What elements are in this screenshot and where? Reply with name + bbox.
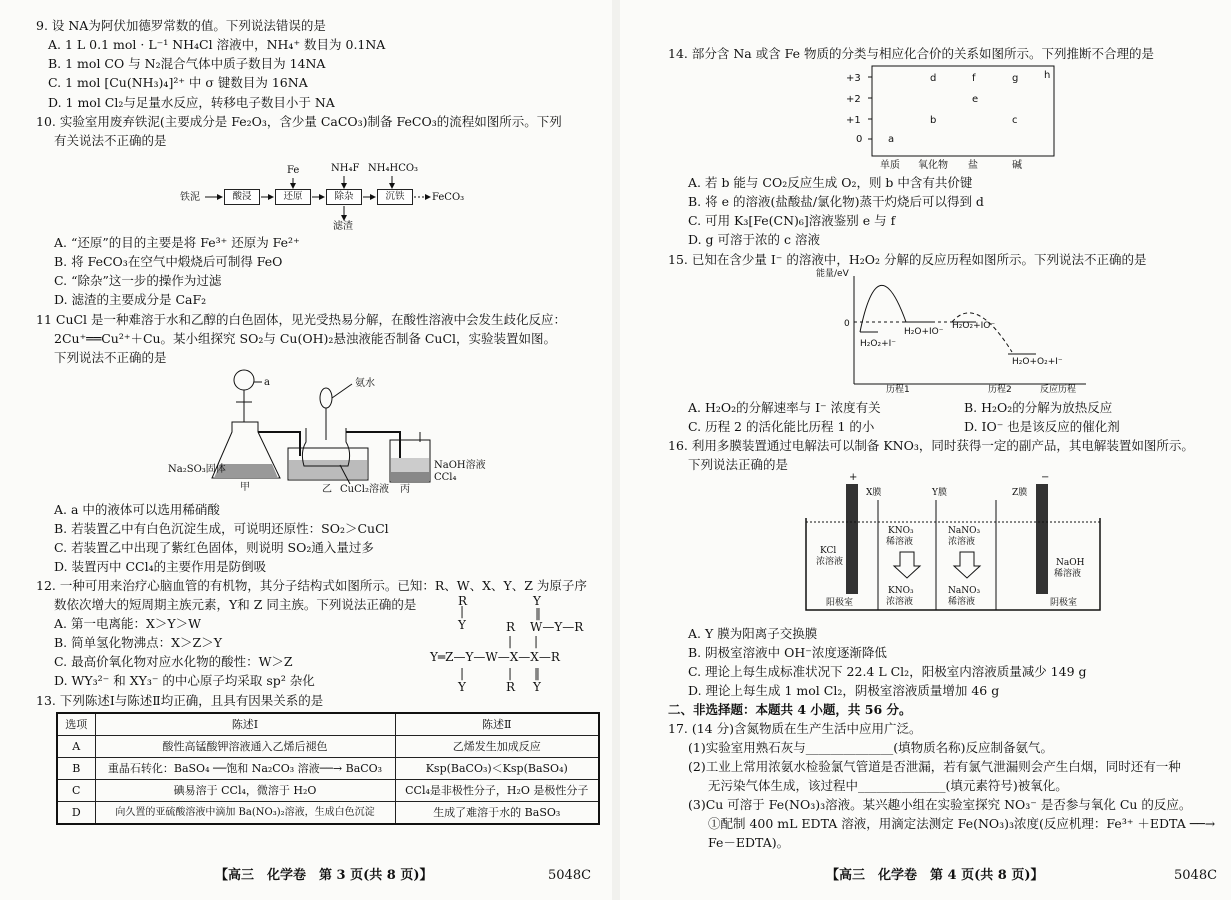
q17-part-2: (2)工业上常用浓氨水检验氯气管道是否泄漏，若有氯气泄漏则会产生白烟，同时还有一种 <box>688 759 1181 774</box>
q9-option-c: C. 1 mol [Cu(NH₃)₄]²⁺ 中 σ 键数目为 16NA <box>48 75 308 90</box>
species-4: H₂O+O₂+I⁻ <box>1012 357 1063 367</box>
flow-step-reduce: 还原 <box>275 189 311 205</box>
reagent-nh4hco3: NH₄HCO₃ <box>368 163 419 174</box>
nano3-bottom: NaNO₃ <box>948 586 981 596</box>
table-row <box>57 802 599 825</box>
table-row <box>57 736 599 758</box>
flow-start: 铁泥 <box>180 192 200 203</box>
species-1: H₂O₂+I⁻ <box>860 339 897 349</box>
q16-option-a: A. Y 膜为阳离子交换膜 <box>688 626 818 641</box>
cell: 乙烯发生加成反应 <box>395 736 599 758</box>
q16-option-b: B. 阴极室溶液中 OH⁻浓度逐渐降低 <box>688 645 887 660</box>
q16-stem-cont: 下列说法正确的是 <box>688 457 789 472</box>
kcl-conc: 浓溶液 <box>816 557 844 567</box>
point-c: c <box>1012 115 1018 126</box>
q10-option-a: A. “还原”的目的主要是将 Fe³⁺ 还原为 Fe²⁺ <box>54 235 300 250</box>
flow-arrows <box>0 0 616 240</box>
atom-y: Y <box>458 618 466 632</box>
point-g: g <box>1012 73 1019 84</box>
nano3-bottom-conc: 稀溶液 <box>948 597 976 607</box>
q12-option-b: B. 简单氢化物沸点：X＞Z＞Y <box>54 635 222 650</box>
point-a: a <box>888 134 895 145</box>
q17-part-1: (1)实验室用熟石灰与______________(填物质名称)反应制备氨气。 <box>688 740 1053 755</box>
anode-room: 阳极室 <box>826 598 854 608</box>
section-2-heading: 二、非选择题：本题共 4 小题，共 56 分。 <box>668 702 912 717</box>
cell: C <box>57 780 95 802</box>
cell: 向久置的亚硫酸溶液中滴加 Ba(NO₃)₂溶液，生成白色沉淀 <box>95 802 395 825</box>
q12-structure: R | Y Y ‖ R W—Y—R | | Y═Z—Y—W—X—X—R | | ‖ Y R Y <box>430 592 600 697</box>
reagent-nh4f: NH₄F <box>331 163 360 174</box>
point-f: f <box>972 73 976 84</box>
cell: D <box>57 802 95 825</box>
q17-stem: 17. (14 分)含氮物质在生产生活中应用广泛。 <box>668 721 922 736</box>
q11-label-yi: 乙 <box>322 484 332 495</box>
header-statement-2: 陈述Ⅱ <box>395 713 599 736</box>
q10-stem: 10. 实验室用废弃铁泥(主要成分是 Fe₂O₃，含少量 CaCO₃)制备 FeCO₃的流程如图所示。下列 <box>36 114 562 129</box>
q17-part-3-sub1: ①配制 400 mL EDTA 溶液，用滴定法测定 Fe(NO₃)₃浓度(反应机理：Fe³⁺ ＋EDTA ──→ <box>708 816 1216 831</box>
cell: B <box>57 758 95 780</box>
q11-label-ccl4: CCl₄ <box>434 472 457 483</box>
ytick: +1 <box>846 115 861 126</box>
table-header-row <box>57 713 599 736</box>
q11-label-a: a <box>264 377 270 388</box>
q12-option-a: A. 第一电离能：X＞Y＞W <box>54 616 201 631</box>
header-statement-1: 陈述Ⅰ <box>95 713 395 736</box>
kno3-top-conc: 稀溶液 <box>886 537 914 547</box>
q11-stem: 11 CuCl 是一种难溶于水和乙醇的白色固体，见光受热易分解，在酸性溶液中会发生歧化反应： <box>36 312 567 327</box>
q11-label-bing: 丙 <box>400 484 410 495</box>
kcl-label: KCl <box>820 546 837 556</box>
flow-step-precipitate: 沉铁 <box>377 189 413 205</box>
cell: 重晶石转化：BaSO₄ ──饱和 Na₂CO₃ 溶液──→ BaCO₃ <box>95 758 395 780</box>
q11-label-cucl2: CuCl₂溶液 <box>340 484 389 495</box>
q10-option-c: C. “除杂”这一步的操作为过滤 <box>54 273 222 288</box>
ylabel: 能量/eV <box>816 269 849 279</box>
q9-option-d: D. 1 mol Cl₂与足量水反应，转移电子数目小于 NA <box>48 95 335 110</box>
q16-option-c: C. 理论上每生成标准状况下 22.4 L Cl₂，阳极室内溶液质量减少 149 g <box>688 664 1087 679</box>
zero-label: 0 <box>844 319 850 329</box>
z-membrane: Z膜 <box>1012 488 1028 498</box>
q15-option-d: D. IO⁻ 也是该反应的催化剂 <box>964 419 1120 434</box>
page-footer: 【高三 化学卷 第 3 页(共 8 页)】 <box>215 868 433 883</box>
q14-valence-chart <box>616 62 1231 172</box>
q14-option-a: A. 若 b 能与 CO₂反应生成 O₂，则 b 中含有共价键 <box>688 175 973 190</box>
q11-option-a: A. a 中的液体可以选用稀硝酸 <box>54 502 220 517</box>
atom-y-bot2: Y <box>533 680 541 694</box>
kno3-bottom-conc: 浓溶液 <box>886 597 914 607</box>
q17-part-2-cont: 无污染气体生成，该过程中______________(填元素符号)被氧化。 <box>708 778 1068 793</box>
naoh-label: NaOH <box>1056 558 1085 568</box>
q17-part-3: (3)Cu 可溶于 Fe(NO₃)₃溶液。某兴趣小组在实验室探究 NO₃⁻ 是否参与氧化 Cu 的反应。 <box>688 797 1192 812</box>
cell: CCl₄是非极性分子，H₂O 是极性分子 <box>395 780 599 802</box>
point-b: b <box>930 115 937 126</box>
q11-option-d: D. 装置丙中 CCl₄的主要作用是防倒吸 <box>54 559 267 574</box>
q11-label-naoh: NaOH溶液 <box>434 460 486 471</box>
step-2: 历程2 <box>988 385 1012 394</box>
species-3: H₂O₂+IO⁻ <box>952 321 996 331</box>
q15-option-a: A. H₂O₂的分解速率与 I⁻ 浓度有关 <box>688 400 881 415</box>
q11-stem-cont: 下列说法不正确的是 <box>54 350 167 365</box>
q15-option-c: C. 历程 2 的活化能比历程 1 的小 <box>688 419 875 434</box>
q15-energy-diagram <box>616 264 1231 394</box>
xcat: 盐 <box>968 160 978 171</box>
point-e: e <box>972 94 979 105</box>
q14-option-d: D. g 可溶于浓的 c 溶液 <box>688 232 820 247</box>
paper-code: 5048C <box>548 868 592 883</box>
ytick: +3 <box>846 73 861 84</box>
table-row <box>57 758 599 780</box>
kno3-top: KNO₃ <box>888 526 914 536</box>
flow-step-purify: 除杂 <box>326 189 362 205</box>
q12-option-c: C. 最高价氧化物对应水化物的酸性：W＞Z <box>54 654 293 669</box>
cell: 碘易溶于 CCl₄，微溶于 H₂O <box>95 780 395 802</box>
q10-option-b: B. 将 FeCO₃在空气中煅烧后可制得 FeO <box>54 254 283 269</box>
ytick: +2 <box>846 94 861 105</box>
q15-stem: 15. 已知在含少量 I⁻ 的溶液中，H₂O₂ 分解的反应历程如图所示。下列说法不正确的是 <box>668 252 1147 267</box>
nano3-top-conc: 浓溶液 <box>948 537 976 547</box>
q11-label-ammonia: 氨水 <box>355 378 375 389</box>
ytick: 0 <box>856 134 863 145</box>
q9-stem: 9. 设 NA为阿伏加德罗常数的值。下列说法错误的是 <box>36 18 326 33</box>
q11-option-c: C. 若装置乙中出现了紫红色固体，则说明 SO₂通入量过多 <box>54 540 374 555</box>
flow-step-acid: 酸浸 <box>224 189 260 205</box>
q13-stem: 13. 下列陈述Ⅰ与陈述Ⅱ均正确，且具有因果关系的是 <box>36 693 324 708</box>
q12-stem: 12. 一种可用来治疗心脑血管的有机物，其分子结构式如图所示。已知：R、W、X、Y、Z 为原子序 <box>36 578 587 593</box>
anode-sign: + <box>849 472 858 483</box>
step-1: 历程1 <box>886 385 910 394</box>
point-d: d <box>930 73 937 84</box>
header-option: 选项 <box>57 713 95 736</box>
structure-main-chain: Y═Z—Y—W—X—X—R <box>430 650 560 664</box>
q11-label-na2so3: Na₂SO₃固体 <box>168 464 226 475</box>
xcat: 氧化物 <box>918 160 948 171</box>
q11-stem-reaction: 2Cu⁺══Cu²⁺＋Cu。某小组探究 SO₂与 Cu(OH)₂悬浊液能否制备 CuCl，实验装置如图。 <box>54 331 557 346</box>
flow-byproduct: 滤渣 <box>333 221 353 232</box>
atom-r2: R <box>506 620 516 634</box>
kno3-bottom: KNO₃ <box>888 586 914 596</box>
flow-end: FeCO₃ <box>432 192 465 203</box>
q9-option-b: B. 1 mol CO 与 N₂混合气体中质子数目为 14NA <box>48 56 326 71</box>
q11-option-b: B. 若装置乙中有白色沉淀生成，可说明还原性：SO₂＞CuCl <box>54 521 389 536</box>
page-4 <box>616 0 1231 900</box>
q13-table <box>56 712 600 825</box>
q17-part-3-sub1-cont: Fe－EDTA)。 <box>708 835 790 850</box>
nano3-top: NaNO₃ <box>948 526 981 536</box>
q9-option-a: A. 1 L 0.1 mol · L⁻¹ NH₄Cl 溶液中，NH₄⁺ 数目为 0.1NA <box>48 37 386 52</box>
atom-y-top: Y <box>533 594 541 608</box>
cell: A <box>57 736 95 758</box>
q12-option-d: D. WY₃²⁻ 和 XY₃⁻ 的中心原子均采取 sp² 杂化 <box>54 673 315 688</box>
q10-stem-cont: 有关说法不正确的是 <box>54 133 167 148</box>
q10-option-d: D. 滤渣的主要成分是 CaF₂ <box>54 292 207 307</box>
point-h: h <box>1044 70 1051 81</box>
q14-stem: 14. 部分含 Na 或含 Fe 物质的分类与相应化合价的关系如图所示。下列推断不合理的是 <box>668 46 1155 61</box>
xcat: 碱 <box>1012 160 1022 171</box>
q11-label-jia: 甲 <box>240 482 250 493</box>
q16-electrolysis-diagram <box>616 470 1231 620</box>
naoh-conc: 稀溶液 <box>1054 569 1082 579</box>
y-membrane: Y膜 <box>932 488 947 498</box>
species-2: H₂O+IO⁻ <box>904 327 944 337</box>
xlabel: 反应历程 <box>1040 385 1077 394</box>
atom-y-bot: Y <box>458 680 466 694</box>
q11-apparatus-diagram <box>0 360 616 500</box>
q16-option-d: D. 理论上每生成 1 mol Cl₂，阴极室溶液质量增加 46 g <box>688 683 1000 698</box>
cathode-sign: − <box>1041 472 1050 483</box>
x-membrane: X膜 <box>866 488 882 498</box>
cell: 酸性高锰酸钾溶液通入乙烯后褪色 <box>95 736 395 758</box>
cathode-room: 阴极室 <box>1050 598 1078 608</box>
cell: 生成了难溶于水的 BaSO₃ <box>395 802 599 825</box>
q12-stem-cont: 数依次增大的短周期主族元素，Y和 Z 同主族。下列说法正确的是 <box>54 597 417 612</box>
page-footer: 【高三 化学卷 第 4 页(共 8 页)】 <box>826 868 1044 883</box>
atom-r3: R <box>506 680 516 694</box>
xcat: 单质 <box>880 160 900 171</box>
q15-option-b: B. H₂O₂的分解为放热反应 <box>964 400 1113 415</box>
q14-option-b: B. 将 e 的溶液(盐酸盐/氯化物)蒸干灼烧后可以得到 d <box>688 194 984 209</box>
q16-stem: 16. 利用多膜装置通过电解法可以制备 KNO₃，同时获得一定的副产品，其电解装置如图所示。 <box>668 438 1194 453</box>
reagent-fe: Fe <box>287 165 300 176</box>
paper-code: 5048C <box>1174 868 1218 883</box>
q14-option-c: C. 可用 K₃[Fe(CN)₆]溶液鉴别 e 与 f <box>688 213 896 228</box>
table-row <box>57 780 599 802</box>
atom-r: R <box>458 594 468 608</box>
cell: Ksp(BaCO₃)＜Ksp(BaSO₄) <box>395 758 599 780</box>
